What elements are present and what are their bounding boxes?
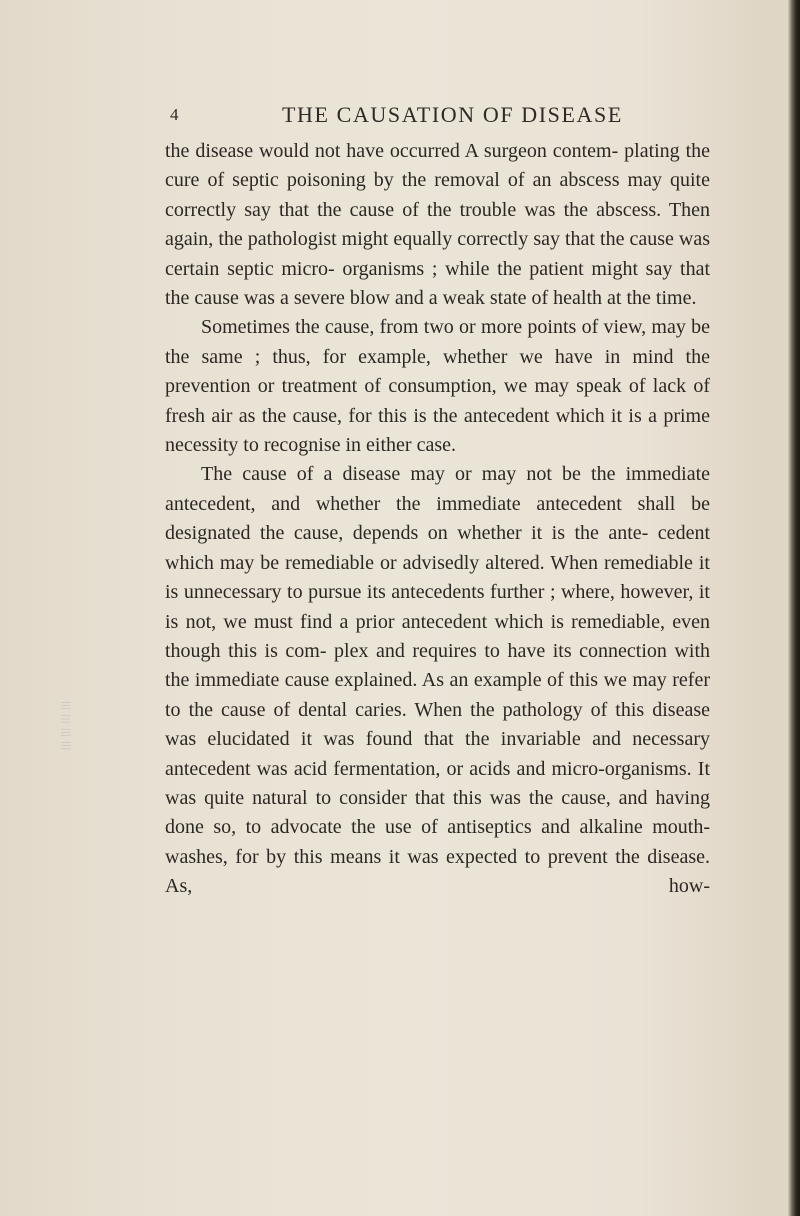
body-text — [165, 137, 710, 902]
paragraph-2: Sometimes the cause, from two or more points of view, may be the same ; thus, for example, whether we have in mind the prevention or treatment of consumption, we may speak of lack of fresh air as the cause, for this is the antecedent which it is a prime necessity to recognise in either case. — [165, 316, 710, 457]
running-head: THE CAUSATION OF DISEASE — [282, 102, 623, 127]
book-binding-edge — [788, 0, 800, 1216]
page-number: 4 — [170, 105, 179, 124]
paragraph-1: the disease would not have occurred A surgeon contem- plating the cure of septic poisoning by the removal of an abscess may quite correctly say that the cause of the trouble was the abscess. Then again, the pathologist might equally correctly say that the cause was certain septic micro- organisms ; while the patient might say that the cause was a severe blow and a weak state of health at the time. — [165, 140, 710, 310]
paragraph-3: The cause of a disease may or may not be the immediate antecedent, and whether the immediate antecedent shall be designated the cause, depends on whether it is the ante- cedent which may be remediable or advisedly altered. When remediable it is unnecessary to pursue its antecedents further ; where, however, it is not, we must find a prior antecedent which is remediable, even though this is com- plex and requires to have its connection with the immediate cause explained. As an example of this we may refer to the cause of dental caries. When the pathology of this disease was elucidated it was found that the invariable and necessary antecedent was acid fermentation, or acids and micro-organisms. It was quite natural to consider that this was the cause, and having done so, to advocate the use of antiseptics and alkaline mouth-washes, for by this means it was expected to prevent the disease. As, how- — [165, 463, 710, 898]
show-through-text: ||| ||| ||| ||| — [59, 700, 71, 750]
